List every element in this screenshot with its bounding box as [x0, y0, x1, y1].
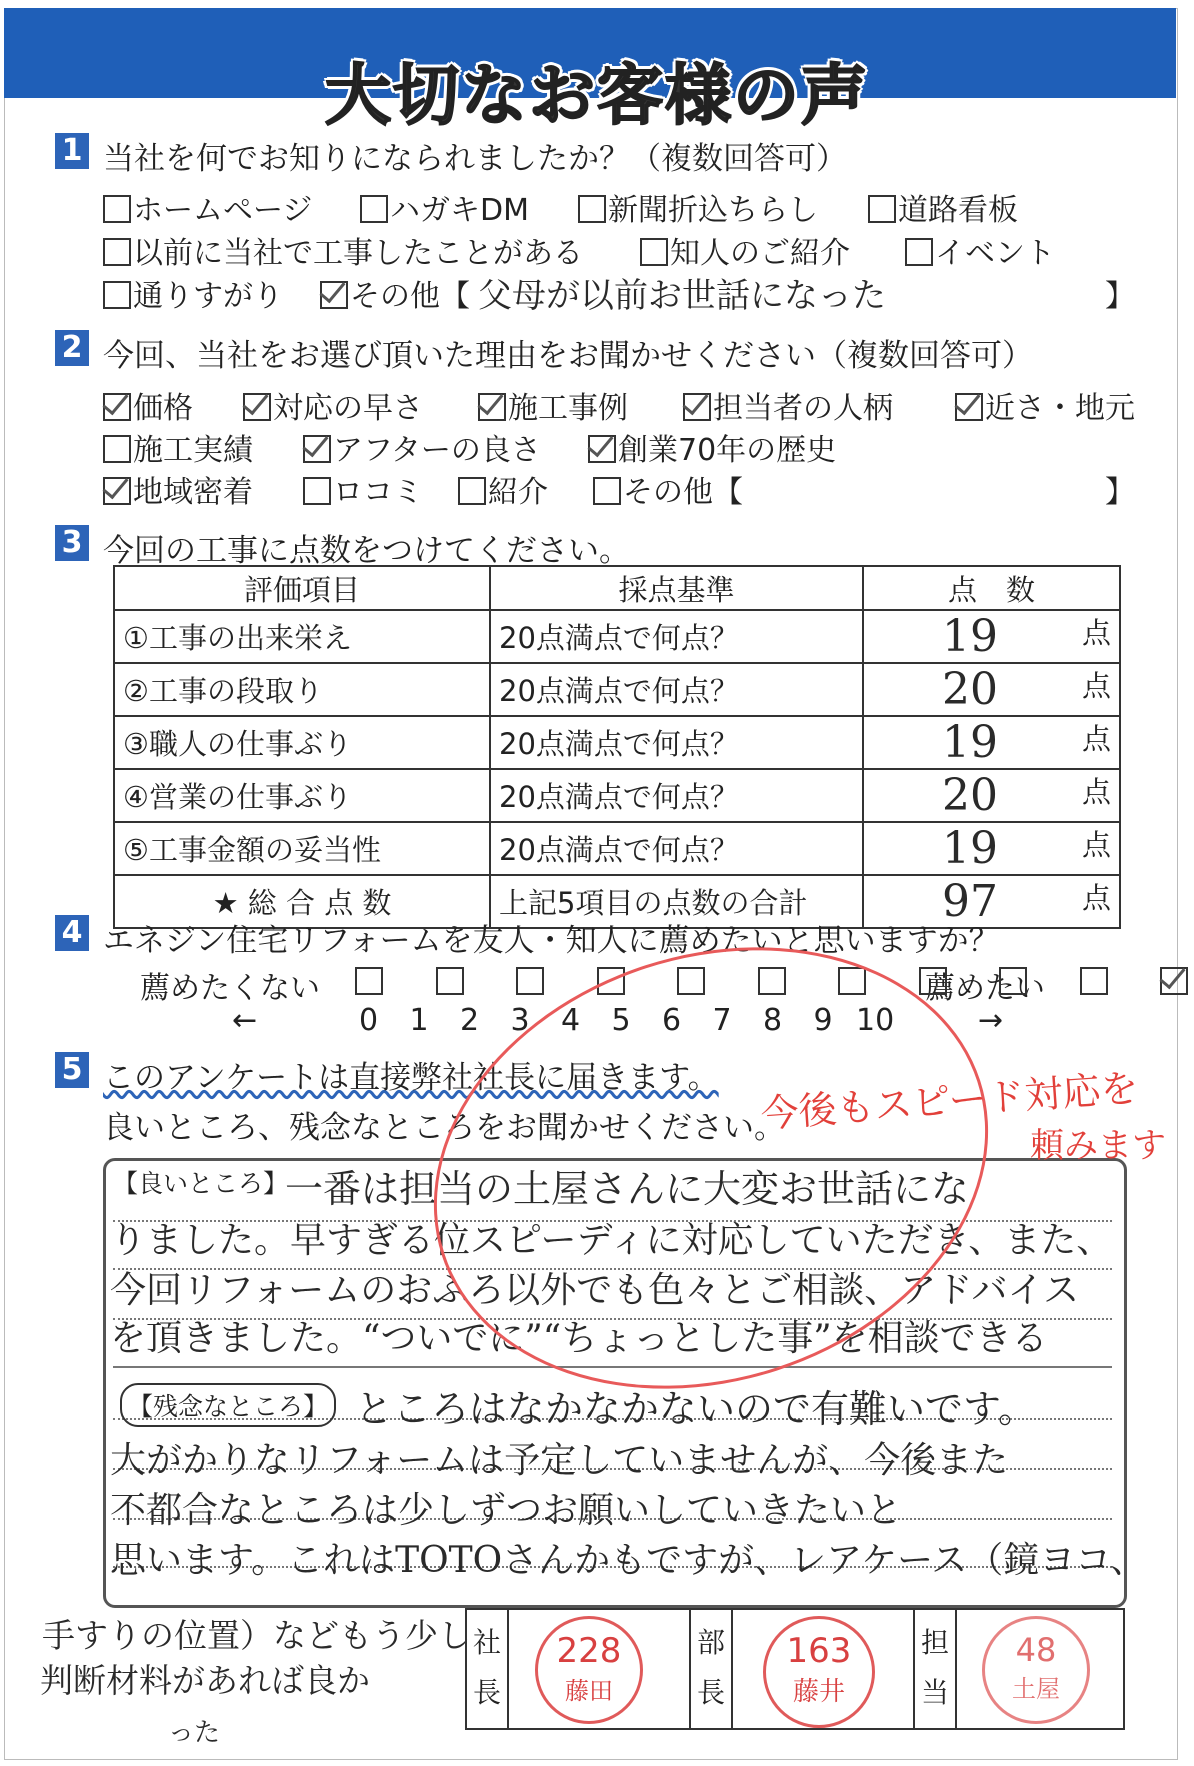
table-row — [114, 716, 1120, 769]
scale-checkbox-7[interactable] — [919, 967, 947, 995]
checkbox[interactable] — [458, 477, 486, 505]
q2-option-record[interactable]: 施工実績 — [103, 425, 253, 469]
q2-option-aftercare[interactable]: アフターの良さ — [303, 425, 541, 469]
q1-option-postcard[interactable]: ハガキDM — [360, 185, 529, 229]
header-criteria: 採点基準 — [490, 566, 863, 610]
checkbox[interactable] — [640, 238, 668, 266]
q1-option-event[interactable]: イベント — [905, 228, 1055, 272]
row-score-cell[interactable] — [863, 822, 1120, 875]
checkbox[interactable] — [593, 477, 621, 505]
scale-number: 0 — [359, 1003, 379, 1038]
row-item: ④営業の仕事ぶり — [114, 769, 490, 822]
good-comment-line: りました。早すぎる位スピーディに対応していただき、また、 — [110, 1220, 1113, 1261]
row-item: ③職人の仕事ぶり — [114, 716, 490, 769]
checkbox-checked[interactable] — [303, 435, 331, 463]
row-score-cell[interactable] — [863, 610, 1120, 663]
q2-option-other[interactable]: その他【 — [593, 467, 743, 511]
scale-number: 8 — [763, 1003, 783, 1038]
checkbox-checked[interactable] — [955, 393, 983, 421]
margin-note-line: 手すりの位置）などもう少し — [42, 1616, 471, 1655]
bad-comment-line: 大がかりなリフォームは予定していませんが、今後また — [110, 1440, 1009, 1481]
checkbox-checked[interactable] — [243, 393, 271, 421]
good-points-label: 【良いところ】 — [113, 1169, 289, 1198]
red-note-line: 今後もスピード対応を — [759, 1065, 1140, 1137]
row-criteria: 20点満点で何点？ — [490, 610, 863, 663]
q1-other-answer: 父母が以前お世話になった — [478, 276, 886, 316]
scale-number: 1 — [409, 1003, 429, 1038]
q1-option-passing[interactable]: 通りすがり — [103, 271, 283, 315]
row-unit: 点 — [1081, 616, 1111, 650]
page-title: 大切なお客様の声 — [325, 57, 869, 134]
total-criteria: 上記5項目の点数の合計 — [490, 875, 863, 928]
score-table-header — [114, 566, 1120, 610]
q1-question: 当社を何でお知りになられましたか？（複数回答可） — [103, 141, 847, 177]
row-criteria: 20点満点で何点？ — [490, 769, 863, 822]
scale-number: 10 — [856, 1003, 895, 1038]
section-3-number: 3 — [55, 525, 89, 561]
q2-option-price[interactable]: 価格 — [103, 383, 193, 427]
row-criteria: 20点満点で何点？ — [490, 663, 863, 716]
scale-number: 2 — [460, 1003, 480, 1038]
section-1-number: 1 — [55, 133, 89, 169]
section-5-number: 5 — [55, 1052, 89, 1088]
row-score-cell[interactable] — [863, 716, 1120, 769]
scale-number: 6 — [662, 1003, 682, 1038]
q2-option-introduction[interactable]: 紹介 — [458, 467, 548, 511]
row-score-cell[interactable] — [863, 663, 1120, 716]
row-score-cell[interactable] — [863, 769, 1120, 822]
bad-comment-line: 思います。これはTOTOさんかもですが、レアケース（鏡ヨコ、 — [110, 1540, 1146, 1581]
seal-number: 163 — [786, 1631, 852, 1671]
bad-comment-line: ところはなかなかないので有難いです。 — [355, 1387, 1036, 1431]
president-label: 社長 — [472, 1626, 501, 1709]
q2-option-local[interactable]: 近さ・地元 — [955, 383, 1135, 427]
staff-label: 担当 — [920, 1626, 949, 1709]
checkbox-checked[interactable] — [588, 435, 616, 463]
section-4-number: 4 — [55, 915, 89, 951]
scale-checkbox-2[interactable] — [516, 967, 544, 995]
checkbox[interactable] — [868, 195, 896, 223]
scale-checkbox-9[interactable] — [1080, 967, 1108, 995]
checkbox-checked[interactable] — [103, 477, 131, 505]
president-seal-icon — [535, 1616, 643, 1724]
checkbox[interactable] — [103, 435, 131, 463]
scale-checkbox-1[interactable] — [436, 967, 464, 995]
good-comment-line: を頂きました。“ついでに”“ちょっとした事”を相談できる — [110, 1318, 1048, 1359]
table-row — [114, 663, 1120, 716]
row-score: 19 — [942, 823, 998, 874]
seal-name: 土屋 — [1012, 1675, 1060, 1703]
margin-note-line: 判断材料があれば良か — [40, 1661, 370, 1700]
table-row — [114, 822, 1120, 875]
row-criteria: 20点満点で何点？ — [490, 716, 863, 769]
row-unit: 点 — [1081, 669, 1111, 703]
q2-option-wordofmouth[interactable]: ロコミ — [303, 467, 423, 511]
row-item: ①工事の出来栄え — [114, 610, 490, 663]
margin-note-line: った — [168, 1718, 221, 1748]
row-criteria: 20点満点で何点？ — [490, 822, 863, 875]
good-comment-line: 今回リフォームのおふろ以外でも色々とご相談、アドバイス — [110, 1270, 1080, 1311]
row-unit: 点 — [1081, 775, 1111, 809]
table-row — [114, 769, 1120, 822]
total-unit: 点 — [1081, 881, 1111, 915]
table-row — [114, 610, 1120, 663]
row-score: 20 — [942, 664, 998, 715]
row-item: ⑤工事金額の妥当性 — [114, 822, 490, 875]
checkbox-checked[interactable] — [478, 393, 506, 421]
manager-label: 部長 — [696, 1626, 725, 1709]
checkbox[interactable] — [103, 195, 131, 223]
q4-right-label: 薦めたい — [925, 971, 1045, 1006]
q5-line1: このアンケートは直接弊社社長に届きます。 — [103, 1060, 719, 1096]
checkbox[interactable] — [103, 238, 131, 266]
checkbox[interactable] — [360, 195, 388, 223]
bad-points-label: 【残念なところ】 — [120, 1383, 336, 1427]
checkbox-checked[interactable] — [103, 393, 131, 421]
q2-option-speed[interactable]: 対応の早さ — [243, 383, 423, 427]
scale-checkbox-0[interactable] — [355, 967, 383, 995]
row-unit: 点 — [1081, 828, 1111, 862]
scale-checkbox-8[interactable] — [999, 967, 1027, 995]
q1-option-referral[interactable]: 知人のご紹介 — [640, 228, 850, 272]
q2-bracket-close: 】 — [1105, 475, 1135, 510]
header-score: 点 数 — [863, 566, 1120, 610]
q1-option-signboard[interactable]: 道路看板 — [868, 185, 1018, 229]
scale-number: 5 — [611, 1003, 631, 1038]
q2-option-staff[interactable]: 担当者の人柄 — [683, 383, 893, 427]
scale-checkbox-10[interactable] — [1160, 967, 1188, 995]
q2-option-history[interactable]: 創業70年の歴史 — [588, 425, 836, 469]
scale-number: 4 — [561, 1003, 581, 1038]
checkbox[interactable] — [905, 238, 933, 266]
header-item: 評価項目 — [114, 566, 490, 610]
section-2-number: 2 — [55, 330, 89, 366]
checkbox[interactable] — [578, 195, 606, 223]
q1-option-previous[interactable]: 以前に当社で工事したことがある — [103, 228, 583, 272]
approval-stamps — [465, 1608, 1125, 1730]
q2-option-community[interactable]: 地域密着 — [103, 467, 253, 511]
checkbox[interactable] — [303, 477, 331, 505]
q1-option-other[interactable]: その他【 — [320, 271, 470, 315]
seal-number: 48 — [1015, 1631, 1057, 1669]
q1-bracket-close: 】 — [1105, 279, 1135, 314]
scale-number: 9 — [813, 1003, 833, 1038]
total-item: ★ 総 合 点 数 — [114, 875, 490, 928]
q2-option-cases[interactable]: 施工事例 — [478, 383, 628, 427]
q1-option-homepage[interactable]: ホームページ — [103, 185, 312, 229]
checkbox-checked[interactable] — [320, 281, 348, 309]
staff-seal-icon — [982, 1616, 1090, 1724]
seal-name: 藤井 — [792, 1677, 845, 1707]
row-item: ②工事の段取り — [114, 663, 490, 716]
bad-comment-line: 不都合なところは少しずつお願いしていきたいと — [110, 1490, 903, 1531]
q4-question: エネジン住宅リフォームを友人・知人に薦めたいと思いますか？ — [103, 923, 1000, 959]
q4-left-label: 薦めたくない — [140, 971, 320, 1006]
q5-line2: 良いところ、残念なところをお聞かせください。 — [103, 1110, 785, 1146]
row-score: 19 — [942, 717, 998, 768]
scale-number: 7 — [712, 1003, 732, 1038]
row-unit: 点 — [1081, 722, 1111, 756]
seal-name: 藤田 — [565, 1677, 613, 1705]
row-score: 20 — [942, 770, 998, 821]
total-score: 97 — [942, 876, 998, 927]
q2-question: 今回、当社をお選び頂いた理由をお聞かせください（複数回答可） — [103, 338, 1033, 374]
left-arrow-icon: ← — [232, 1003, 258, 1038]
q3-question: 今回の工事に点数をつけてください。 — [103, 533, 630, 569]
manager-seal-icon — [763, 1616, 875, 1728]
q1-option-flyer[interactable]: 新聞折込ちらし — [578, 185, 818, 229]
scale-number: 3 — [510, 1003, 530, 1038]
row-score: 19 — [942, 611, 998, 662]
good-comment-line: 一番は担当の土屋さんに大変お世話にな — [285, 1167, 970, 1211]
checkbox-checked[interactable] — [683, 393, 711, 421]
right-arrow-icon: → — [978, 1003, 1004, 1038]
seal-number: 228 — [556, 1631, 622, 1671]
red-note-line: 頼みます — [1030, 1126, 1166, 1166]
score-table — [113, 565, 1121, 929]
checkbox[interactable] — [103, 281, 131, 309]
